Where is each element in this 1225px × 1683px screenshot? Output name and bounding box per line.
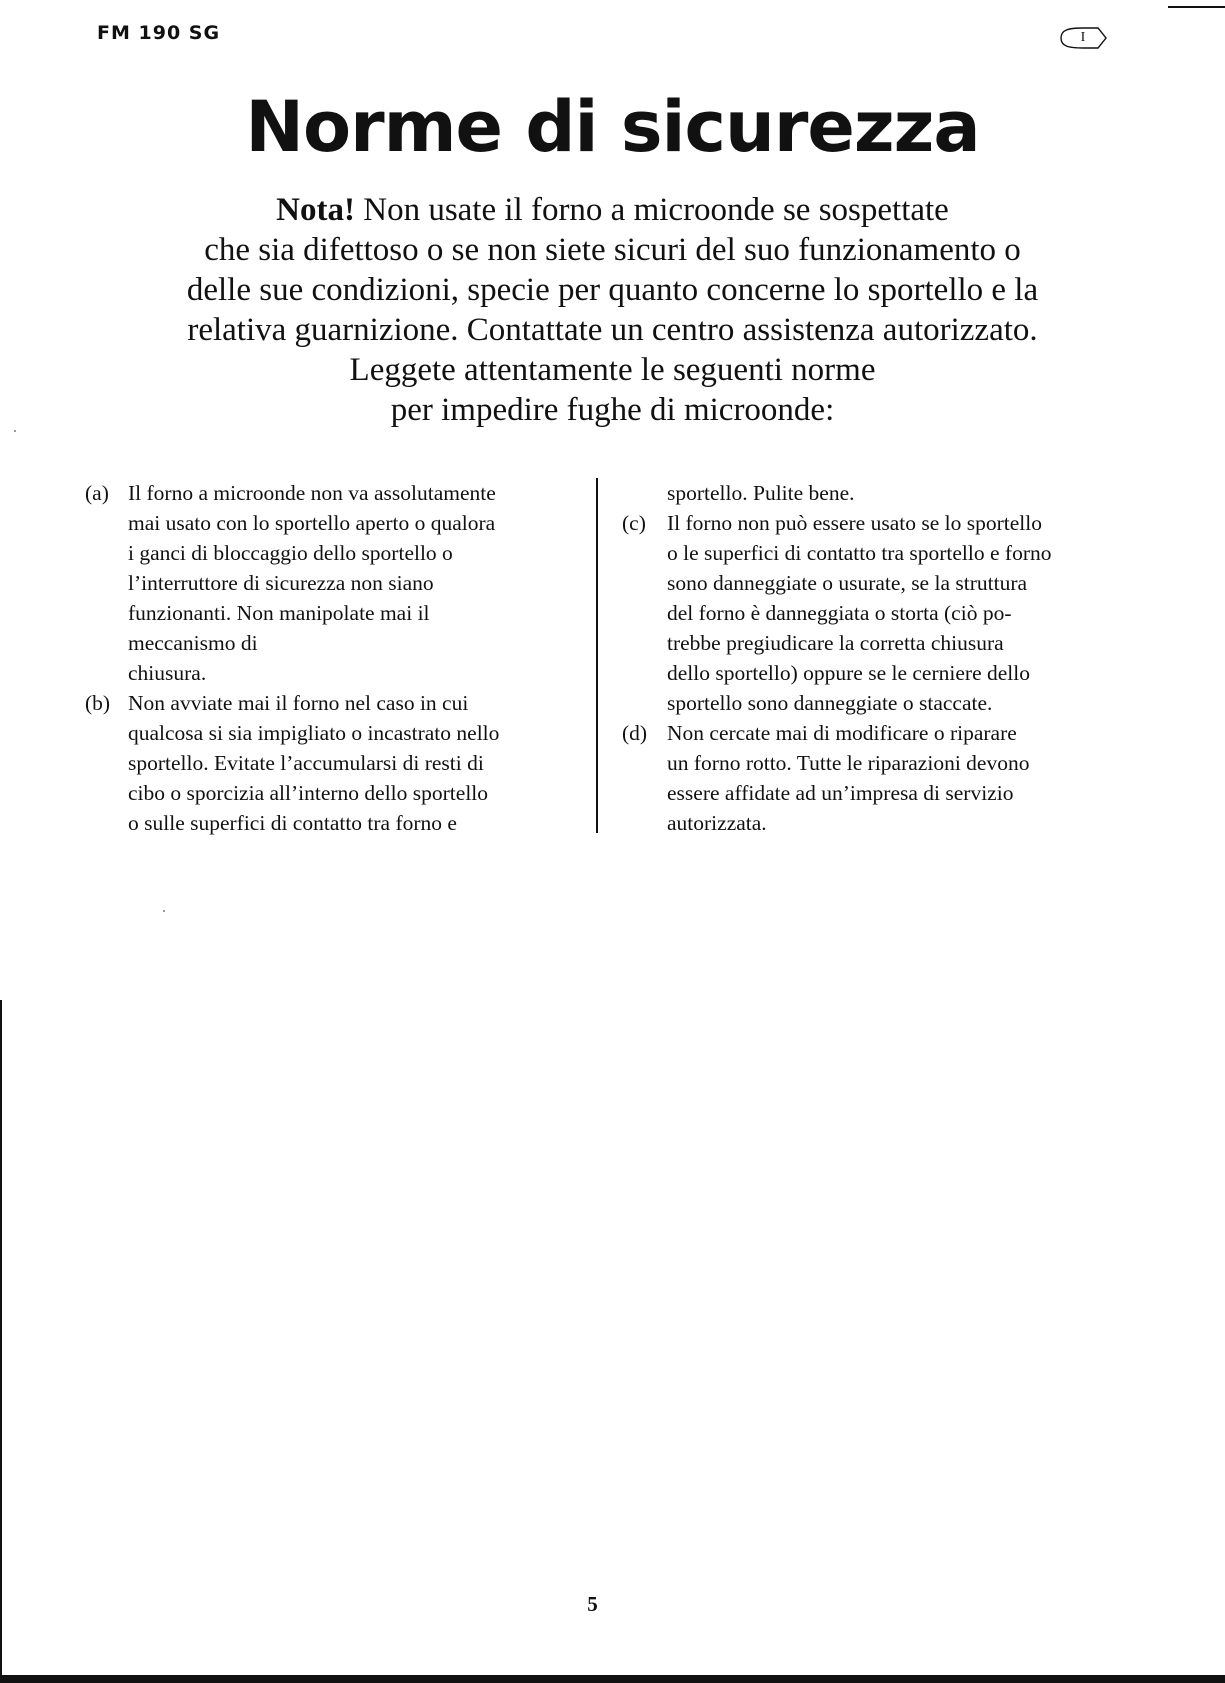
rule-item-c (622, 508, 1122, 718)
intro-line-3: relativa guarnizione. Contattate un centro assistenza autorizzato. (187, 312, 1038, 348)
language-badge-letter: I (1080, 30, 1086, 45)
rule-a-line: funzionanti. Non manipolate mai il (128, 601, 430, 625)
rule-a-line: chiusura. (128, 661, 207, 685)
rule-b-continuation (622, 478, 1122, 508)
rule-a-line: i ganci di bloccaggio dello sportello o (128, 541, 453, 565)
left-column (85, 478, 565, 838)
rule-d-line: Non cercate mai di modificare o riparare (667, 721, 1017, 745)
rule-c-line: trebbe pregiudicare la corretta chiusura (667, 631, 1004, 655)
right-column (622, 478, 1122, 838)
rule-d-line: un forno rotto. Tutte le riparazioni devono (667, 751, 1030, 775)
rule-c-line: Il forno non può essere usato se lo sportello (667, 511, 1042, 535)
intro-line-2: delle sue condizioni, specie per quanto concerne lo sportello e la (186, 272, 1039, 308)
rule-d-line: essere affidate ad un’impresa di servizio (667, 781, 1014, 805)
nota-text: Non usate il forno a microonde se sospettate (354, 192, 949, 228)
rule-b-line: o sulle superfici di contatto tra forno e (128, 811, 457, 835)
rule-item-d (622, 718, 1122, 838)
scan-left-edge (0, 1000, 2, 1683)
rule-a-line: mai usato con lo sportello aperto o qualora (128, 511, 496, 535)
rule-d-line: autorizzata. (667, 811, 767, 835)
language-badge (1058, 26, 1108, 50)
rule-a-line: l’interruttore di sicurezza non siano (128, 571, 434, 595)
scan-bottom-edge (0, 1675, 1225, 1683)
intro-line-1: che sia difettoso o se non siete sicuri del suo funzionamento o (204, 232, 1021, 268)
scan-speck (163, 910, 165, 912)
rule-marker-b: (b) (85, 691, 111, 715)
rule-b-line: cibo o sporcizia all’interno dello sportello (128, 781, 489, 805)
rule-b-line: sportello. Evitate l’accumularsi di resti di (128, 751, 484, 775)
model-code: FM 190 SG (97, 22, 221, 44)
rule-item-a (85, 478, 565, 688)
rule-c-line: sportello sono danneggiate o staccate. (667, 691, 993, 715)
rule-b-continuation-line: sportello. Pulite bene. (667, 481, 855, 505)
rule-b-line: qualcosa si sia impigliato o incastrato nello (128, 721, 500, 745)
rule-c-line: sono danneggiate o usurate, se la struttura (667, 571, 1028, 595)
rule-a-line: Il forno a microonde non va assolutamente (128, 481, 496, 505)
rule-item-b (85, 688, 565, 838)
intro-line-5: per impedire fughe di microonde: (390, 392, 835, 428)
rule-marker-c: (c) (622, 511, 646, 535)
intro-line-4: Leggete attentamente le seguenti norme (349, 352, 876, 388)
page-number: 5 (587, 1592, 598, 1616)
safety-intro-note (90, 190, 1135, 430)
rule-c-line: dello sportello) oppure se le cerniere dello (667, 661, 1030, 685)
nota-label: Nota! (276, 192, 355, 228)
page-title: Norme di sicurezza (245, 86, 980, 168)
scan-speck (14, 430, 16, 432)
rule-marker-a: (a) (85, 481, 109, 505)
top-right-edge-rule (1168, 6, 1225, 8)
rule-marker-d: (d) (622, 721, 648, 745)
rule-c-line: del forno è danneggiata o storta (ciò po- (667, 601, 1012, 625)
intro-line-0 (90, 190, 1135, 230)
rule-b-line: Non avviate mai il forno nel caso in cui (128, 691, 469, 715)
rule-a-line: meccanismo di (128, 631, 258, 655)
rule-c-line: o le superfici di contatto tra sportello e forno (667, 541, 1052, 565)
column-divider (596, 478, 598, 833)
